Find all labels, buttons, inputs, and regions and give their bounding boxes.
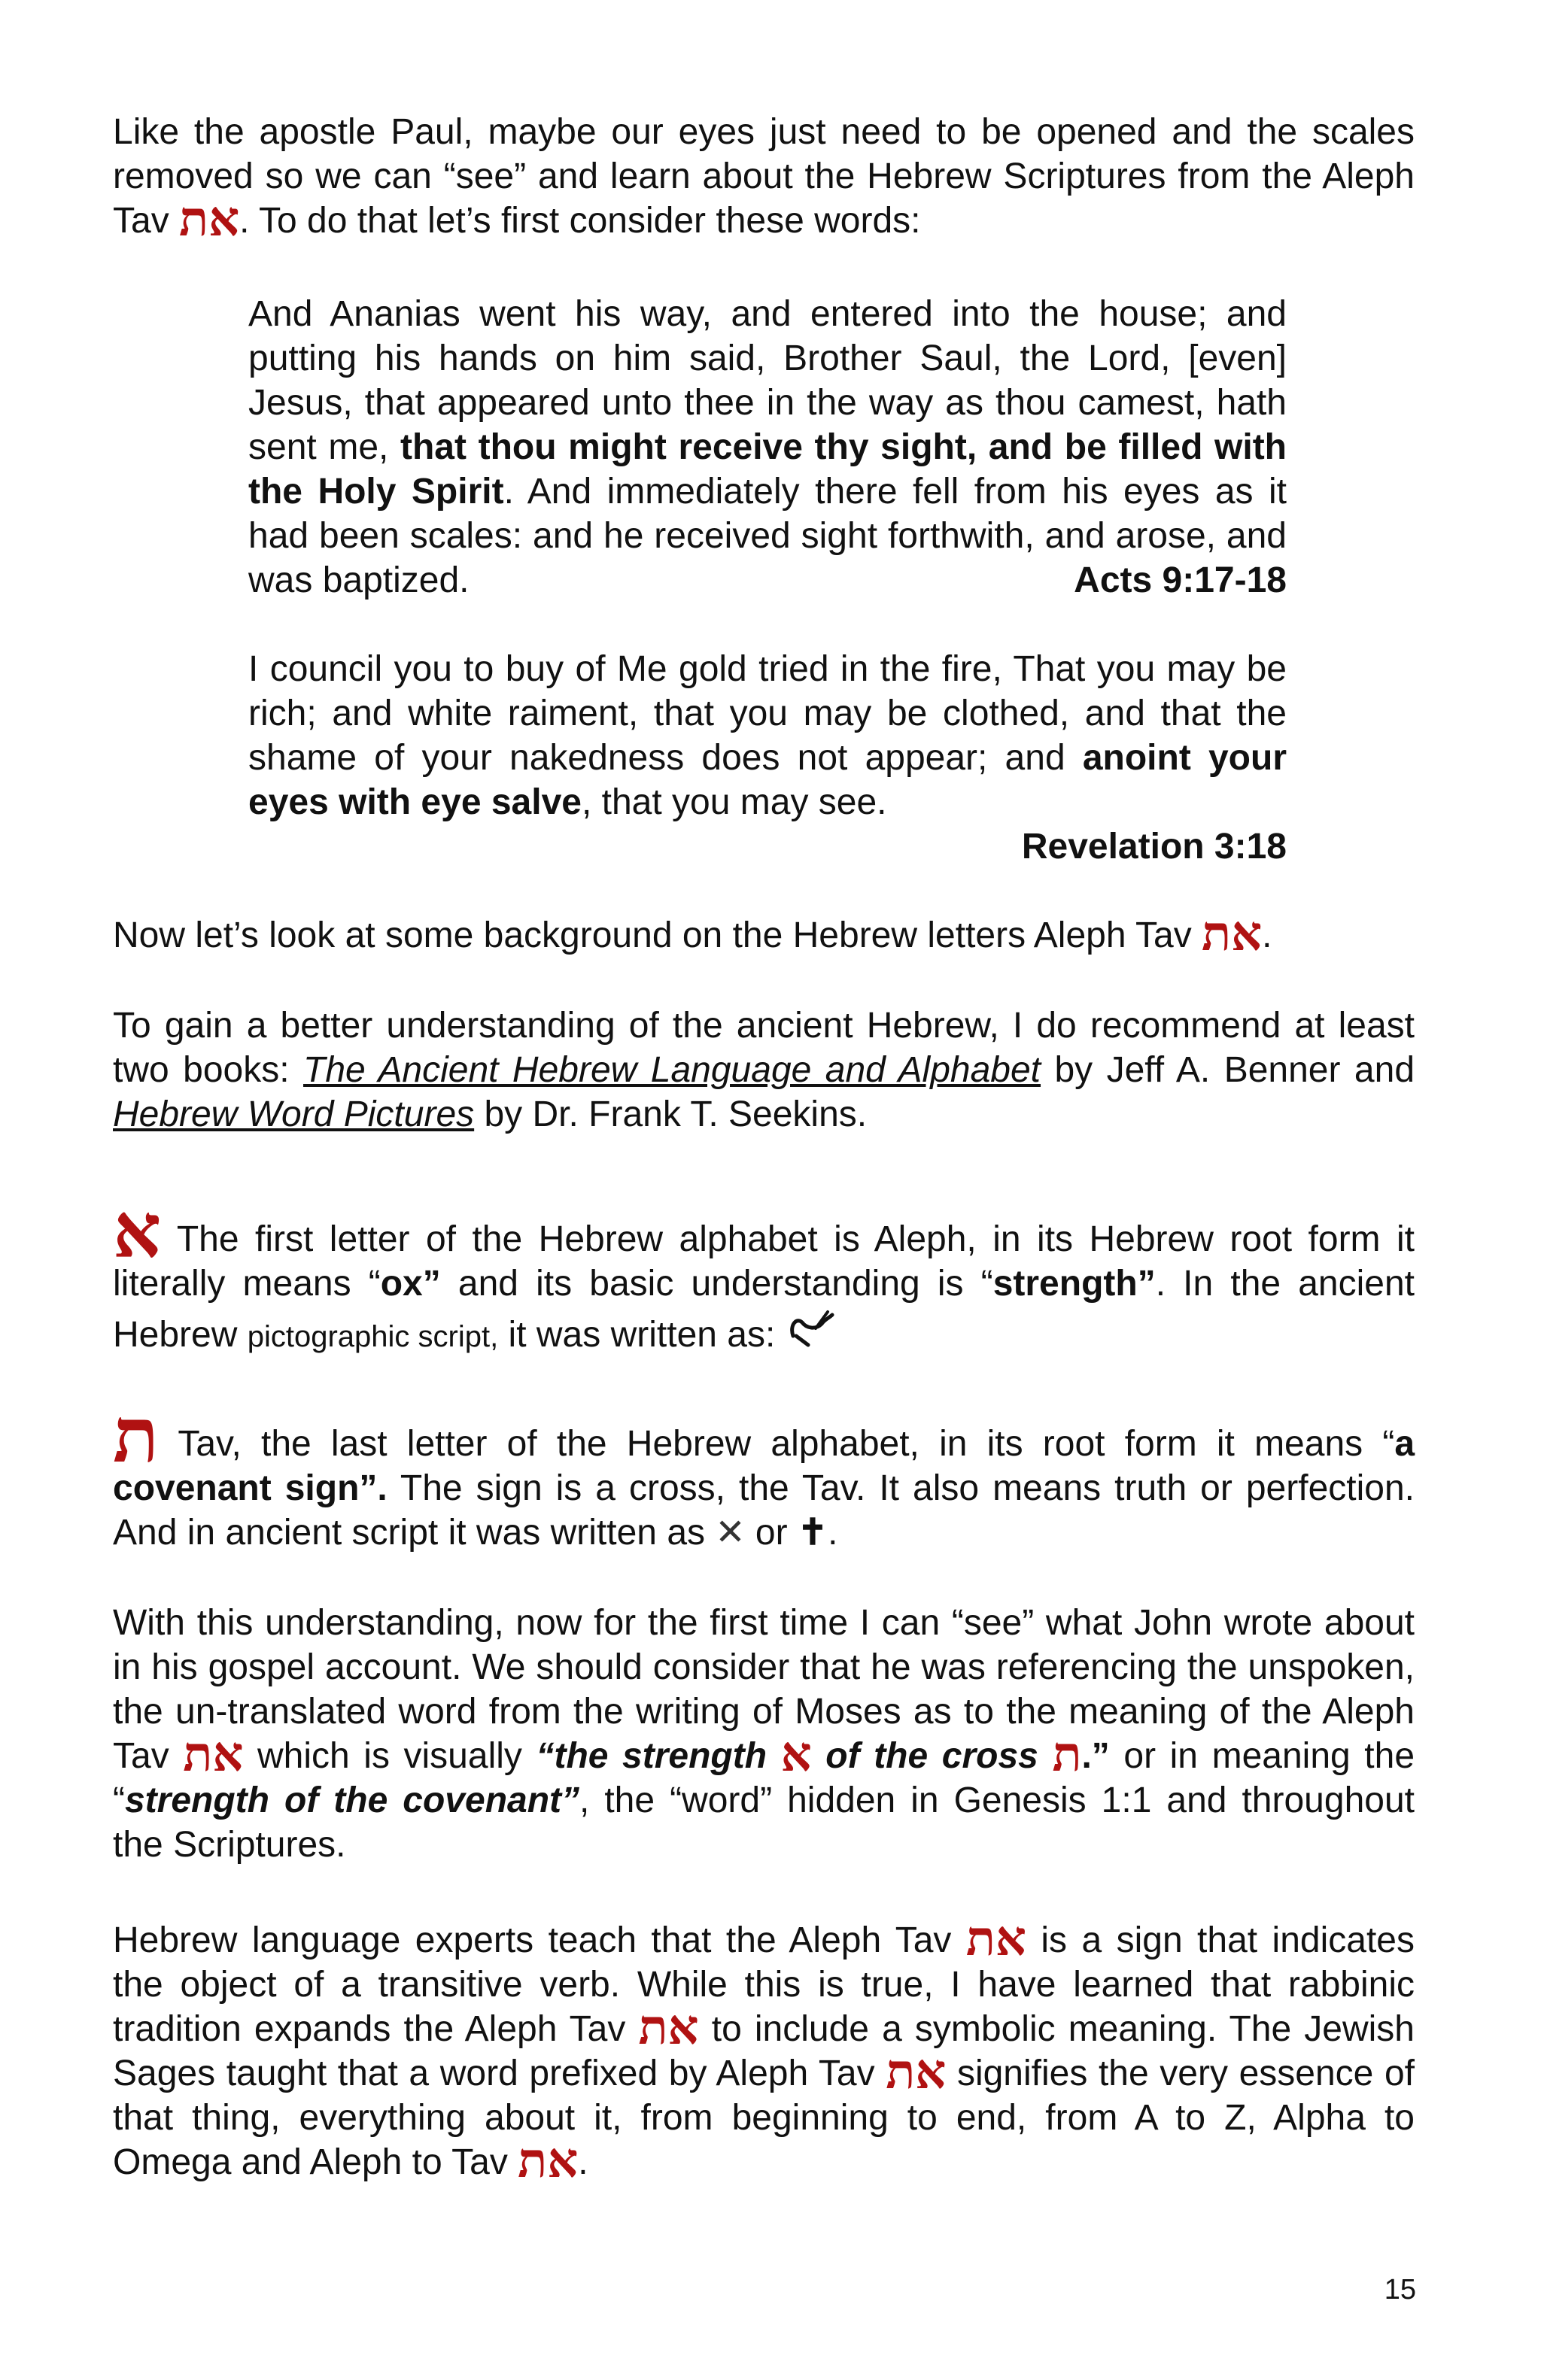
- quote-revelation: [248, 647, 1287, 869]
- text: To gain a better understanding of the ancient Hebrew, I do recommend at least two books:: [113, 1006, 1415, 1090]
- paragraph-aleph: [113, 1186, 1415, 1362]
- text: by Jeff A. Benner and: [1041, 1050, 1415, 1090]
- aleph-tav-glyph: את: [179, 191, 240, 247]
- scripture-reference: Revelation 3:18: [1021, 827, 1287, 867]
- quote-text: I council you to buy of Me gold tried in the fire, That you may be rich; and white raiment, that you may be clothed, and that the shame of your nakedness does not appear; and: [248, 649, 1287, 778]
- text: by Dr. Frank T. Seekins.: [474, 1094, 868, 1134]
- text: to include a symbolic meaning. The Jewish Sages taught that a word prefixed by Aleph Tav: [113, 2009, 1415, 2093]
- book-title: Hebrew Word Pictures: [113, 1094, 475, 1134]
- emphasis: a covenant sign”.: [113, 1424, 1415, 1508]
- ox-head-pictograph-icon: [786, 1306, 838, 1362]
- quote-emphasis: anoint your eyes with eye salve: [248, 738, 1287, 822]
- emphasis: strength of the covenant”: [124, 1780, 580, 1820]
- emphasis: of the cross: [811, 1736, 1053, 1776]
- aleph-tav-glyph: את: [1202, 906, 1263, 962]
- emphasis: ox”: [380, 1264, 441, 1304]
- aleph-tav-glyph: את: [183, 1726, 244, 1783]
- paragraph-background: [113, 906, 1415, 962]
- paragraph-experts: [113, 1911, 1415, 2189]
- aleph-tav-glyph: את: [965, 1911, 1026, 1967]
- text: With this understanding, now for the first time I can “see” what John wrote about in his gospel account. We should consider that he was referencing the unspoken, the un-translated word from the writing of Moses as to the meaning of the Aleph Tav: [113, 1603, 1415, 1776]
- text: signifies the very essence of that thing, everything about it, from beginning to end, from A to Z, Alpha to Omega and Aleph to Tav: [113, 2054, 1415, 2182]
- text: .: [1262, 915, 1272, 955]
- text: .: [828, 1513, 838, 1553]
- quote-acts: [248, 292, 1287, 603]
- quote-emphasis: that thou might receive thy sight, and be filled with the Holy Spirit: [248, 427, 1287, 512]
- text: or in meaning the “: [113, 1736, 1415, 1820]
- text: it was written as:: [498, 1315, 776, 1355]
- text: and its basic understanding is “: [440, 1264, 993, 1304]
- paragraph-books: [113, 1003, 1415, 1137]
- text: pictographic script,: [247, 1320, 499, 1353]
- text: The sign is a cross, the Tav. It also means truth or perfection. And in ancient script it was written as: [113, 1468, 1415, 1553]
- text: which is visually: [243, 1736, 536, 1776]
- aleph-tav-glyph: את: [886, 2044, 947, 2100]
- aleph-tav-glyph: את: [638, 1999, 699, 2056]
- x-cross-icon: ✕: [715, 1513, 746, 1553]
- aleph-glyph: א: [113, 1186, 162, 1275]
- paragraph-john: [113, 1601, 1415, 1867]
- latin-cross-icon: ✝: [797, 1513, 828, 1553]
- paragraph-intro: [113, 110, 1415, 247]
- text: Like the apostle Paul, maybe our eyes just need to be opened and the scales removed so we can “see” and learn about the Hebrew Scriptures from the Aleph Tav: [113, 112, 1415, 241]
- aleph-tav-glyph: את: [518, 2133, 579, 2189]
- tav-glyph: ת: [113, 1391, 159, 1480]
- text: Tav, the last letter of the Hebrew alphabet, in its root form it means “: [178, 1424, 1395, 1464]
- text: is a sign that indicates the object of a transitive verb. While this is true, I have learned that rabbinic tradition expands the Aleph Tav: [113, 1920, 1415, 2049]
- tav-glyph: ת: [1052, 1726, 1082, 1783]
- text: . To do that let’s first consider these words:: [239, 201, 921, 241]
- text: Hebrew language experts teach that the Aleph Tav: [113, 1920, 966, 1960]
- text: or: [745, 1513, 798, 1553]
- text: The first letter of the Hebrew alphabet is Aleph, in its Hebrew root form it literally means “: [113, 1219, 1415, 1304]
- paragraph-tav: [113, 1391, 1415, 1555]
- text: , the “word” hidden in Genesis 1:1 and throughout the Scriptures.: [113, 1780, 1415, 1865]
- emphasis: .”: [1081, 1736, 1110, 1776]
- aleph-glyph: א: [780, 1726, 812, 1783]
- text: .: [578, 2142, 588, 2182]
- text: . In the ancient Hebrew: [113, 1264, 1415, 1355]
- quote-text: . And immediately there fell from his eyes as it had been scales: and he received sight forthwith, and arose, and was baptized.: [248, 472, 1287, 600]
- quote-text: , that you may see.: [581, 782, 887, 822]
- scripture-reference: Acts 9:17-18: [1074, 560, 1287, 600]
- emphasis: “the strength: [536, 1736, 781, 1776]
- page-number: 15: [1384, 2274, 1416, 2306]
- quote-text: And Ananias went his way, and entered into the house; and putting his hands on him said, Brother Saul, the Lord, [even] Jesus, that appeared unto thee in the way as thou camest, hath sent me,: [248, 294, 1287, 467]
- emphasis: strength”: [992, 1264, 1156, 1304]
- text: Now let’s look at some background on the Hebrew letters Aleph Tav: [113, 915, 1202, 955]
- book-title: The Ancient Hebrew Language and Alphabet: [303, 1050, 1041, 1090]
